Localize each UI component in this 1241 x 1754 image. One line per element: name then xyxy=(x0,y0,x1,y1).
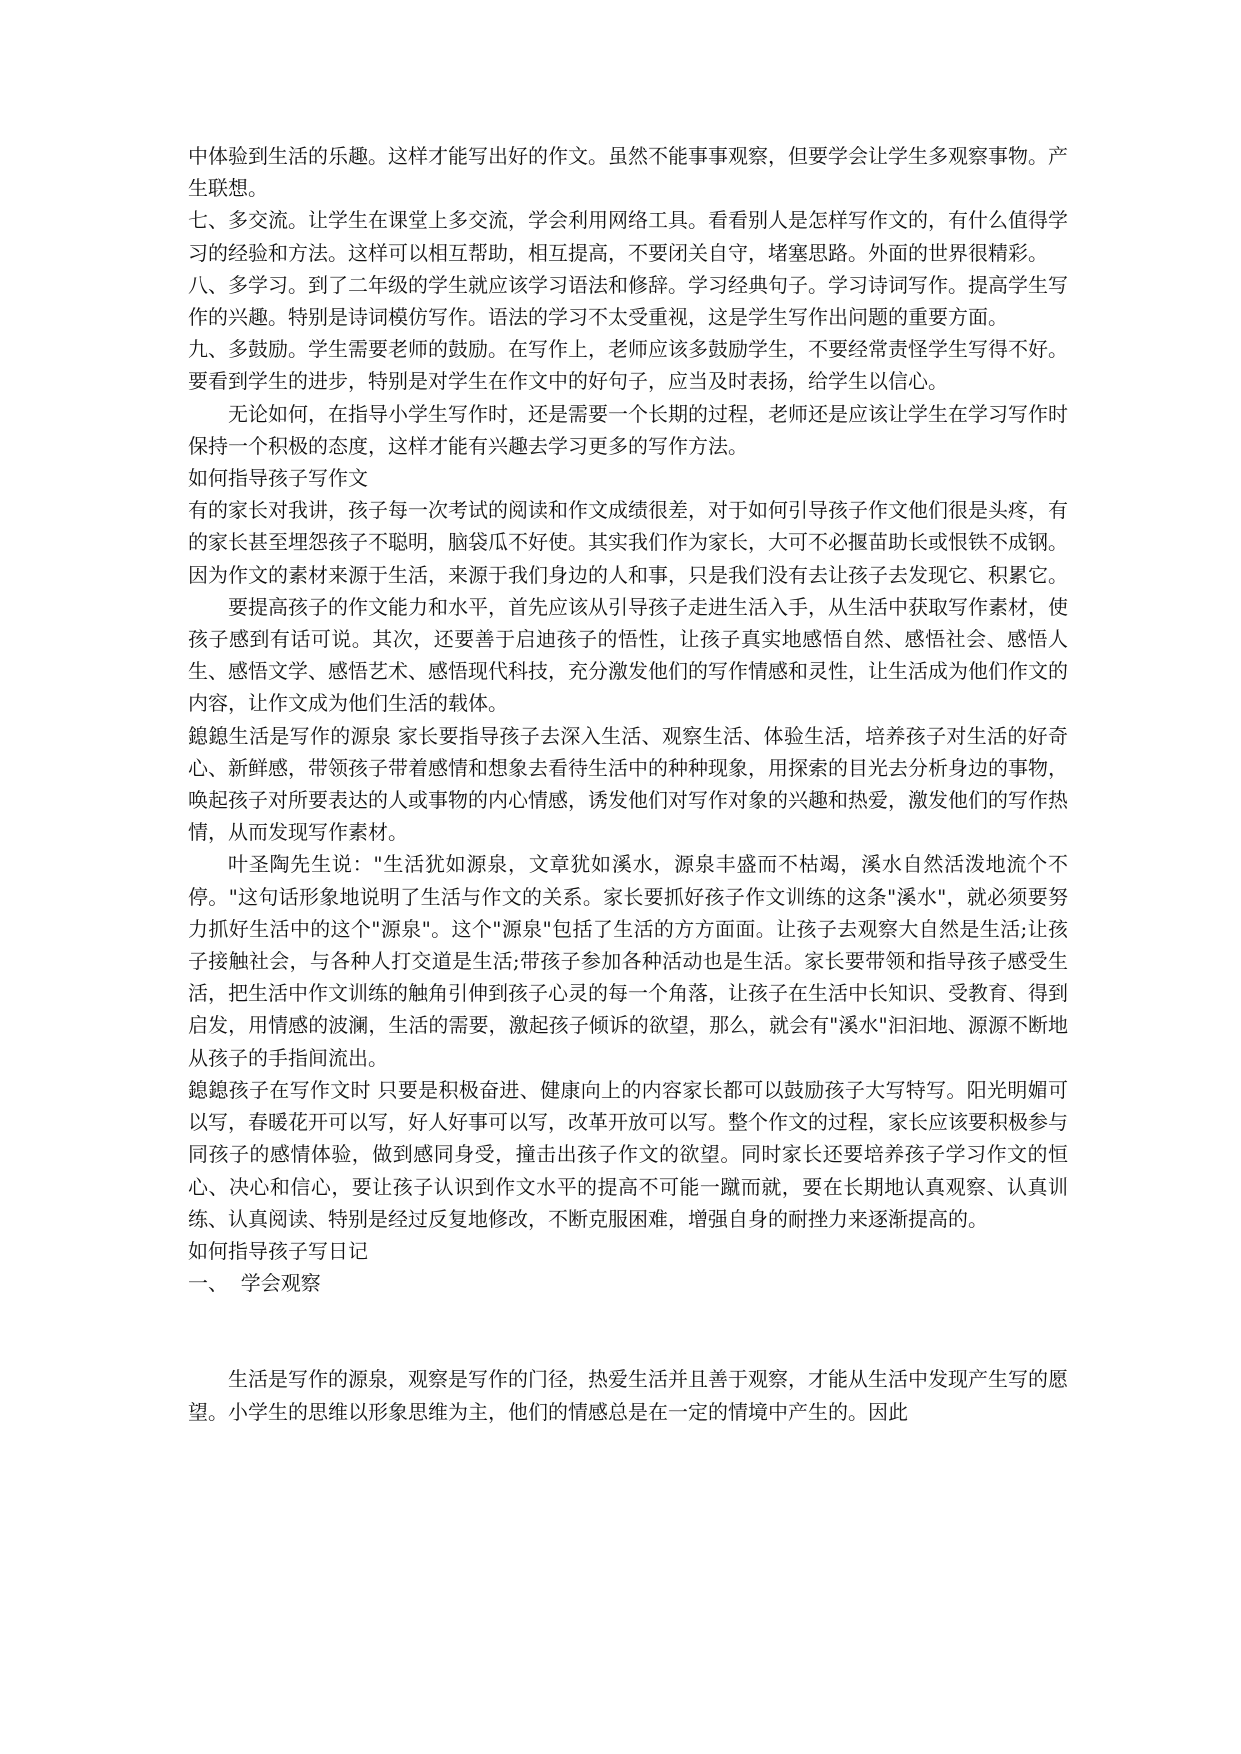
paragraph-item-eight: 八、多学习。到了二年级的学生就应该学习语法和修辞。学习经典句子。学习诗词写作。提高学生写作的兴趣。特别是诗词模仿写作。语法的学习不太受重视，这是学生写作出问题的重要方面。 xyxy=(188,272,1068,330)
paragraph-observation: 生活是写作的源泉，观察是写作的门径，热爱生活并且善于观察，才能从生活中发现产生写的愿望。小学生的思维以形象思维为主，他们的情感总是在一定的情境中产生的。因此 xyxy=(188,1367,1068,1424)
paragraph-parents-intro: 有的家长对我讲，孩子每一次考试的阅读和作文成绩很差，对于如何引导孩子作文他们很是头疼，有的家长甚至埋怨孩子不聪明，脑袋瓜不好使。其实我们作为家长，大可不必揠苗助长或恨铁不成钢。因为作文的素材来源于生活，来源于我们身边的人和事，只是我们没有去让孩子去发现它、积累它。 xyxy=(188,498,1068,587)
paragraph-improve-ability: 要提高孩子的作文能力和水平，首先应该从引导孩子走进生活入手，从生活中获取写作素材，使孩子感到有话可说。其次，还要善于启迪孩子的悟性，让孩子真实地感悟自然、感悟社会、感悟人生、感悟文学、感悟艺术、感悟现代科技，充分激发他们的写作情感和灵性，让生活成为他们作文的内容，让作文成为他们生活的载体。 xyxy=(188,594,1068,716)
paragraph-item-nine: 九、多鼓励。学生需要老师的鼓励。在写作上，老师应该多鼓励学生，不要经常责怪学生写得不好。要看到学生的进步，特别是对学生在作文中的好句子，应当及时表扬，给学生以信心。 xyxy=(188,337,1068,394)
paragraph-life-source: 鎴鎴生活是写作的源泉 家长要指导孩子去深入生活、观察生活、体验生活，培养孩子对生活的好奇心、新鲜感，带领孩子带着感情和想象去看待生活中的种种现象，用探索的目光去分析身边的事物，唤起孩子对所要表达的人或事物的内心情感，诱发他们对写作对象的兴趣和热爱，激发他们的写作热情，从而发现写作素材。 xyxy=(188,723,1068,845)
paragraph-ye-shengtao-quote: 叶圣陶先生说："生活犹如源泉，文章犹如溪水，源泉丰盛而不枯竭，溪水自然活泼地流个不停。"这句话形象地说明了生活与作文的关系。家长要抓好孩子作文训练的这条"溪水"，就必须要努力抓好生活中的这个"源泉"。这个"源泉"包括了生活的方方面面。让孩子去观察大自然是生活;让孩子接触社会，与各种人打交道是生活;带孩子参加各种活动也是生活。家长要带领和指导孩子感受生活，把生活中作文训练的触角引伸到孩子心灵的每一个角落，让孩子在生活中长知识、受教育、得到启发，用情感的波澜，生活的需要，激起孩子倾诉的欲望，那么，就会有"溪水"汩汩地、源源不断地从孩子的手指间流出。 xyxy=(188,852,1068,1070)
blank-space xyxy=(188,1299,1068,1363)
list-item-learn-observe: 一、 学会观察 xyxy=(188,1271,321,1296)
document-page xyxy=(188,140,1068,1428)
section-heading-diary: 如何指导孩子写日记 xyxy=(188,1238,368,1263)
paragraph-encourage-writing: 鎴鎴孩子在写作文时 只要是积极奋进、健康向上的内容家长都可以鼓励孩子大写特写。阳光明媚可以写，春暖花开可以写，好人好事可以写，改革开放可以写。整个作文的过程，家长应该要积极参与同孩子的感情体验，做到感同身受，撞击出孩子作文的欲望。同时家长还要培养孩子学习作文的恒心、决心和信心，要让孩子认识到作文水平的提高不可能一蹴而就，要在长期地认真观察、认真训练、认真阅读、特别是经过反复地修改，不断克服困难，增强自身的耐挫力来逐渐提高的。 xyxy=(188,1077,1068,1231)
paragraph-item-seven: 七、多交流。让学生在课堂上多交流，学会利用网络工具。看看别人是怎样写作文的，有什么值得学习的经验和方法。这样可以相互帮助，相互提高，不要闭关自守，堵塞思路。外面的世界很精彩。 xyxy=(188,208,1068,265)
paragraph-conclusion: 无论如何，在指导小学生写作时，还是需要一个长期的过程，老师还是应该让学生在学习写作时保持一个积极的态度，这样才能有兴趣去学习更多的写作方法。 xyxy=(188,401,1068,458)
paragraph-continuation: 中体验到生活的乐趣。这样才能写出好的作文。虽然不能事事观察，但要学会让学生多观察事物。产生联想。 xyxy=(188,144,1068,201)
section-heading-composition: 如何指导孩子写作文 xyxy=(188,466,368,491)
